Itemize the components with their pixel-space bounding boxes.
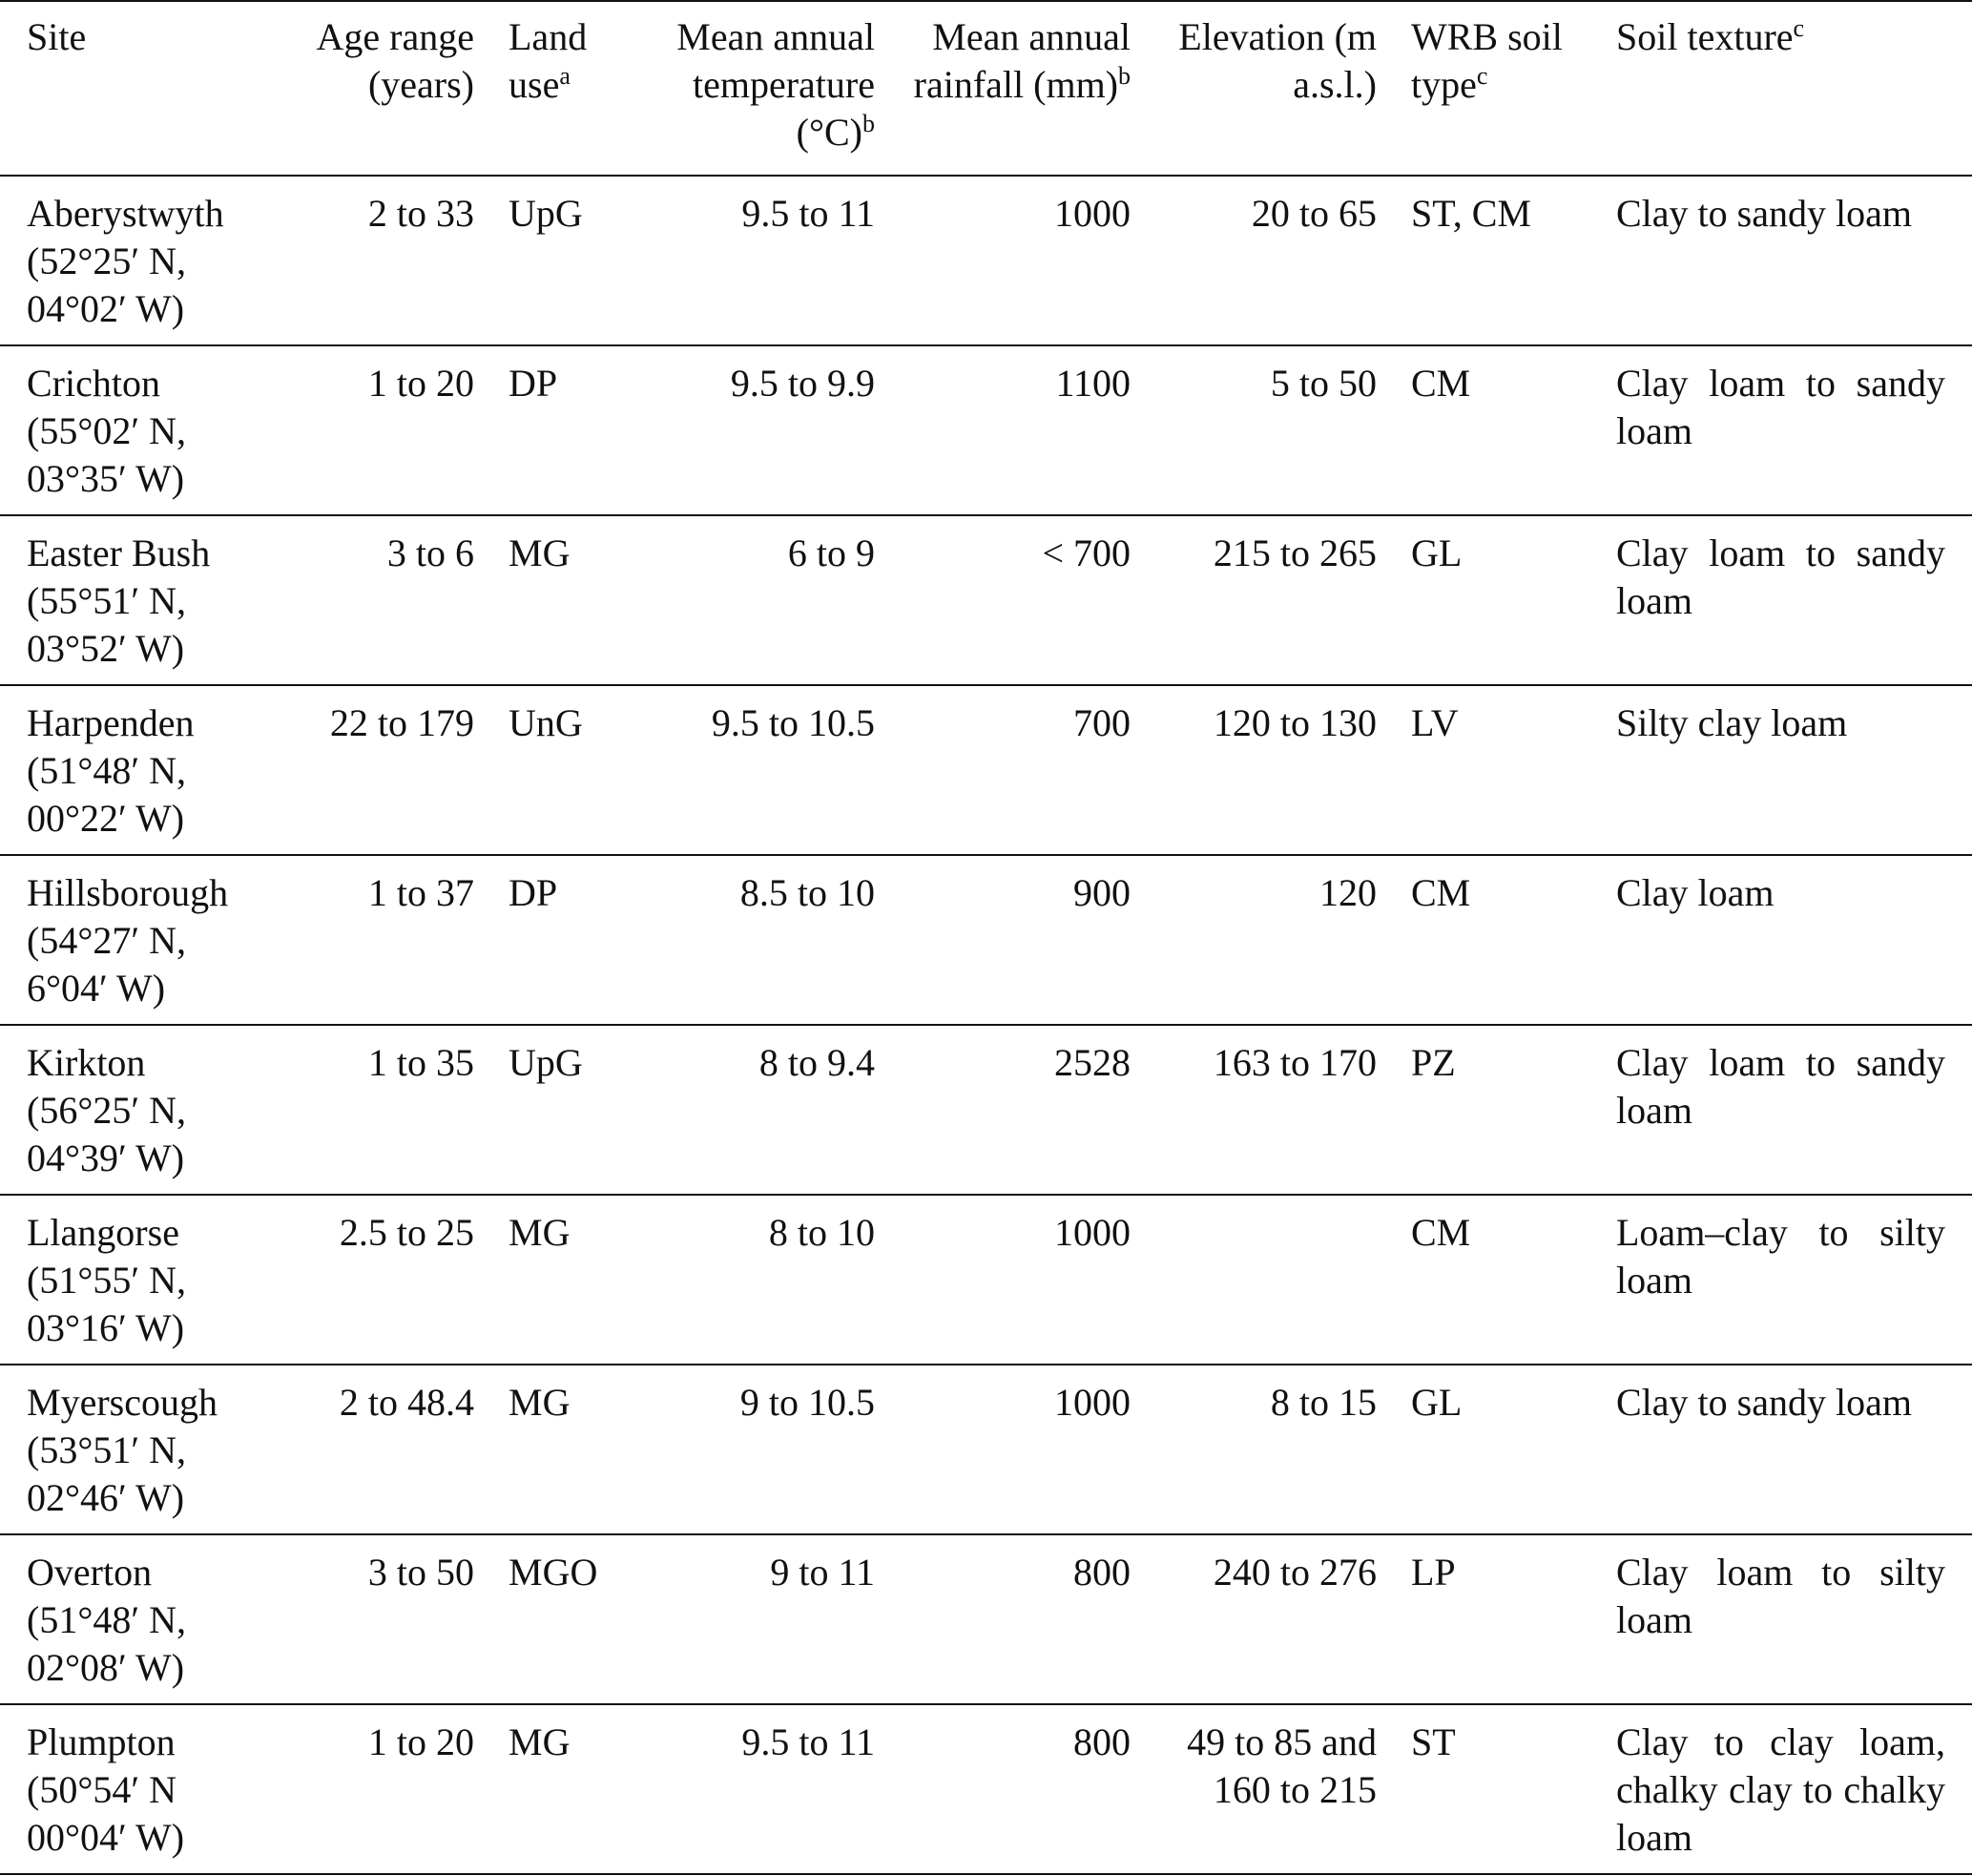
cell-rainfall <box>892 855 1148 1025</box>
cell-age-range <box>286 1365 491 1534</box>
soil-texture-value: Loam–clay to silty loam <box>1616 1211 1945 1302</box>
age-range-value: 2.5 to 25 <box>339 1211 474 1254</box>
land-use-value: UpG <box>509 1041 583 1084</box>
site-coordinates: (52°25′ N, 04°02′ W) <box>27 240 186 330</box>
land-use-value: DP <box>509 871 558 914</box>
soil-texture-value: Clay to sandy loam <box>1616 1381 1912 1424</box>
cell-site <box>0 1365 286 1534</box>
cell-temperature <box>639 855 892 1025</box>
soil-texture-value: Silty clay loam <box>1616 701 1848 744</box>
cell-wrb-soil-type <box>1394 1704 1599 1874</box>
table-row <box>0 1534 1972 1704</box>
cell-land-use <box>491 515 639 685</box>
header-row <box>0 1 1972 176</box>
cell-wrb-soil-type <box>1394 1365 1599 1534</box>
table-row <box>0 345 1972 515</box>
cell-soil-texture <box>1599 855 1972 1025</box>
table-row <box>0 1704 1972 1874</box>
elevation-value: 240 to 276 <box>1213 1551 1377 1594</box>
cell-temperature <box>639 685 892 855</box>
rainfall-value: 1100 <box>1055 362 1131 405</box>
age-range-value: 3 to 50 <box>367 1551 474 1594</box>
temperature-value: 8.5 to 10 <box>739 871 875 914</box>
cell-soil-texture <box>1599 685 1972 855</box>
site-coordinates: (55°02′ N, 03°35′ W) <box>27 409 186 500</box>
cell-age-range <box>286 1025 491 1195</box>
footnote-marker: b <box>1118 62 1131 90</box>
cell-land-use <box>491 1195 639 1365</box>
cell-temperature <box>639 345 892 515</box>
cell-wrb-soil-type <box>1394 176 1599 345</box>
cell-temperature <box>639 1195 892 1365</box>
soil-texture-value: Clay loam to sandy loam <box>1616 362 1945 452</box>
cell-elevation <box>1148 1534 1394 1704</box>
rainfall-value: 800 <box>1073 1720 1131 1763</box>
temperature-value: 9.5 to 9.9 <box>730 362 875 405</box>
cell-soil-texture <box>1599 1025 1972 1195</box>
rainfall-value: 1000 <box>1054 1381 1131 1424</box>
soil-texture-value: Clay loam <box>1616 871 1775 914</box>
site-name: Myerscough <box>27 1381 218 1424</box>
cell-land-use <box>491 855 639 1025</box>
cell-land-use <box>491 345 639 515</box>
wrb-soil-type-value: GL <box>1411 1381 1463 1424</box>
cell-rainfall <box>892 1534 1148 1704</box>
cell-wrb-soil-type <box>1394 855 1599 1025</box>
cell-land-use <box>491 1365 639 1534</box>
cell-age-range <box>286 345 491 515</box>
cell-age-range <box>286 515 491 685</box>
wrb-soil-type-value: LP <box>1411 1551 1456 1594</box>
site-name: Crichton <box>27 362 160 405</box>
table-body <box>0 176 1972 1874</box>
site-name: Aberystwyth <box>27 192 224 235</box>
elevation-value: 215 to 265 <box>1213 532 1377 574</box>
soil-texture-value: Clay loam to sandy loam <box>1616 1041 1945 1132</box>
temperature-value: 9 to 11 <box>770 1551 875 1594</box>
footnote-marker: c <box>1793 14 1805 42</box>
header-land-use: Land use$^a$ <box>491 1 639 176</box>
cell-elevation <box>1148 1195 1394 1365</box>
age-range-value: 1 to 35 <box>367 1041 474 1084</box>
cell-soil-texture <box>1599 345 1972 515</box>
soil-texture-value: Clay loam to sandy loam <box>1616 532 1945 622</box>
age-range-value: 22 to 179 <box>329 701 474 744</box>
cell-site <box>0 685 286 855</box>
cell-site <box>0 855 286 1025</box>
age-range-value: 1 to 20 <box>367 1720 474 1763</box>
cell-wrb-soil-type <box>1394 1195 1599 1365</box>
cell-elevation <box>1148 345 1394 515</box>
cell-temperature <box>639 1704 892 1874</box>
footnote-marker: b <box>862 110 875 137</box>
wrb-soil-type-value: LV <box>1411 701 1459 744</box>
table-row <box>0 855 1972 1025</box>
cell-rainfall <box>892 1365 1148 1534</box>
cell-soil-texture <box>1599 515 1972 685</box>
elevation-value: 120 <box>1319 871 1377 914</box>
wrb-soil-type-value: ST <box>1411 1720 1456 1763</box>
cell-elevation <box>1148 1365 1394 1534</box>
cell-rainfall <box>892 1195 1148 1365</box>
land-use-value: DP <box>509 362 558 405</box>
site-name: Easter Bush <box>27 532 211 574</box>
age-range-value: 2 to 48.4 <box>339 1381 474 1424</box>
land-use-value: MG <box>509 532 571 574</box>
temperature-value: 6 to 9 <box>787 532 875 574</box>
cell-rainfall <box>892 176 1148 345</box>
table-row <box>0 515 1972 685</box>
cell-age-range <box>286 1704 491 1874</box>
age-range-value: 1 to 20 <box>367 362 474 405</box>
elevation-value: 5 to 50 <box>1270 362 1377 405</box>
cell-age-range <box>286 1534 491 1704</box>
wrb-soil-type-value: PZ <box>1411 1041 1456 1084</box>
site-coordinates: (51°55′ N, 03°16′ W) <box>27 1259 186 1349</box>
cell-wrb-soil-type <box>1394 1534 1599 1704</box>
header-rainfall: Mean annual rainfall (mm)$^b$ <box>892 1 1148 176</box>
site-name: Kirkton <box>27 1041 146 1084</box>
header-wrb-soil-type: WRB soil type$^c$ <box>1394 1 1599 176</box>
temperature-value: 9.5 to 10.5 <box>711 701 875 744</box>
cell-soil-texture <box>1599 1365 1972 1534</box>
age-range-value: 1 to 37 <box>367 871 474 914</box>
site-name: Plumpton <box>27 1720 176 1763</box>
site-coordinates: (55°51′ N, 03°52′ W) <box>27 579 186 670</box>
site-name: Hillsborough <box>27 871 229 914</box>
site-coordinates: (51°48′ N, 00°22′ W) <box>27 749 186 840</box>
wrb-soil-type-value: ST, CM <box>1411 192 1531 235</box>
cell-rainfall <box>892 1704 1148 1874</box>
wrb-soil-type-value: CM <box>1411 1211 1471 1254</box>
header-soil-texture: Soil texture$^c$ <box>1599 1 1972 176</box>
site-coordinates: (53°51′ N, 02°46′ W) <box>27 1428 186 1519</box>
cell-rainfall <box>892 685 1148 855</box>
cell-land-use <box>491 1704 639 1874</box>
cell-age-range <box>286 176 491 345</box>
cell-site <box>0 345 286 515</box>
land-use-value: MG <box>509 1381 571 1424</box>
temperature-value: 9 to 10.5 <box>739 1381 875 1424</box>
cell-site <box>0 1704 286 1874</box>
cell-site <box>0 1534 286 1704</box>
cell-land-use <box>491 1025 639 1195</box>
cell-temperature <box>639 1025 892 1195</box>
table-row <box>0 1365 1972 1534</box>
soil-texture-value: Clay loam to silty loam <box>1616 1551 1945 1641</box>
cell-temperature <box>639 1534 892 1704</box>
elevation-value: 8 to 15 <box>1270 1381 1377 1424</box>
rainfall-value: 2528 <box>1054 1041 1131 1084</box>
table-row <box>0 685 1972 855</box>
cell-elevation <box>1148 855 1394 1025</box>
cell-age-range <box>286 1195 491 1365</box>
cell-wrb-soil-type <box>1394 1025 1599 1195</box>
rainfall-value: 900 <box>1073 871 1131 914</box>
header-temperature: Mean annual temperature $(^\circ C)^b$ <box>639 1 892 176</box>
wrb-soil-type-value: GL <box>1411 532 1463 574</box>
table-row <box>0 1195 1972 1365</box>
wrb-soil-type-value: CM <box>1411 871 1471 914</box>
cell-elevation <box>1148 515 1394 685</box>
cell-soil-texture <box>1599 1534 1972 1704</box>
elevation-value: 20 to 65 <box>1251 192 1377 235</box>
cell-elevation <box>1148 176 1394 345</box>
table-row <box>0 1025 1972 1195</box>
elevation-value: 49 to 85 and 160 to 215 <box>1187 1720 1377 1811</box>
wrb-soil-type-value: CM <box>1411 362 1471 405</box>
site-name: Harpenden <box>27 701 195 744</box>
cell-elevation <box>1148 1704 1394 1874</box>
cell-soil-texture <box>1599 1195 1972 1365</box>
temperature-value: 9.5 to 11 <box>741 192 875 235</box>
elevation-value: 163 to 170 <box>1213 1041 1377 1084</box>
cell-land-use <box>491 685 639 855</box>
cell-wrb-soil-type <box>1394 345 1599 515</box>
site-coordinates: (56°25′ N, 04°39′ W) <box>27 1089 186 1179</box>
land-use-value: MG <box>509 1720 571 1763</box>
cell-soil-texture <box>1599 1704 1972 1874</box>
land-use-value: UpG <box>509 192 583 235</box>
rainfall-value: 1000 <box>1054 192 1131 235</box>
age-range-value: 3 to 6 <box>386 532 474 574</box>
cell-land-use <box>491 1534 639 1704</box>
temperature-value: 8 to 9.4 <box>758 1041 875 1084</box>
land-use-value: MG <box>509 1211 571 1254</box>
soil-texture-value: Clay to clay loam, chalky clay to chalky loam <box>1616 1720 1945 1859</box>
cell-elevation <box>1148 1025 1394 1195</box>
rainfall-value: 800 <box>1073 1551 1131 1594</box>
cell-site <box>0 176 286 345</box>
site-name: Llangorse <box>27 1211 179 1254</box>
cell-temperature <box>639 515 892 685</box>
temperature-value: 8 to 10 <box>768 1211 875 1254</box>
footnote-marker: c <box>1476 62 1488 90</box>
rainfall-value: < 700 <box>1042 532 1131 574</box>
land-use-value: UnG <box>509 701 583 744</box>
header-elevation: Elevation (m a.s.l.) <box>1148 1 1394 176</box>
cell-site <box>0 1025 286 1195</box>
cell-wrb-soil-type <box>1394 685 1599 855</box>
rainfall-value: 1000 <box>1054 1211 1131 1254</box>
cell-site <box>0 1195 286 1365</box>
cell-age-range <box>286 855 491 1025</box>
elevation-value: 120 to 130 <box>1213 701 1377 744</box>
cell-temperature <box>639 1365 892 1534</box>
cell-rainfall <box>892 345 1148 515</box>
temperature-value: 9.5 to 11 <box>741 1720 875 1763</box>
cell-site <box>0 515 286 685</box>
site-coordinates: (54°27′ N, 6°04′ W) <box>27 919 186 1010</box>
footnote-marker: a <box>559 62 571 90</box>
cell-temperature <box>639 176 892 345</box>
site-coordinates: (50°54′ N 00°04′ W) <box>27 1768 185 1859</box>
cell-wrb-soil-type <box>1394 515 1599 685</box>
cell-rainfall <box>892 1025 1148 1195</box>
cell-land-use <box>491 176 639 345</box>
land-use-value: MGO <box>509 1551 598 1594</box>
site-name: Overton <box>27 1551 153 1594</box>
age-range-value: 2 to 33 <box>367 192 474 235</box>
rainfall-value: 700 <box>1073 701 1131 744</box>
cell-age-range <box>286 685 491 855</box>
site-coordinates: (51°48′ N, 02°08′ W) <box>27 1598 186 1689</box>
table-row <box>0 176 1972 345</box>
header-age-range: Age range (years) <box>286 1 491 176</box>
table-header <box>0 1 1972 176</box>
soil-texture-value: Clay to sandy loam <box>1616 192 1912 235</box>
cell-soil-texture <box>1599 176 1972 345</box>
header-site: Site <box>0 1 286 176</box>
cell-elevation <box>1148 685 1394 855</box>
cell-rainfall <box>892 515 1148 685</box>
